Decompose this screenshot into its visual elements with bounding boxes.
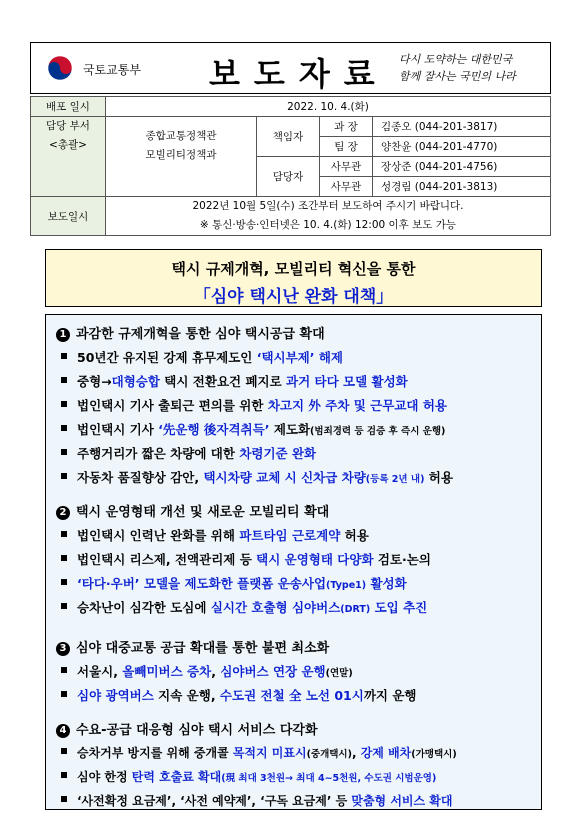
staff-label: 담당자 <box>257 157 320 197</box>
contact-phone: (044-201-3813) <box>414 181 498 193</box>
headline-line-2: 「심야 택시난 완화 대책」 <box>193 287 394 307</box>
list-item <box>61 420 445 438</box>
headline-box <box>45 249 542 307</box>
item-text: 지속 운행, <box>153 688 220 703</box>
item-highlight: 강제 배차 <box>360 746 412 760</box>
bullet-icon <box>61 401 67 407</box>
bullet-icon <box>61 473 67 479</box>
dept-label-line2: <총괄> <box>49 139 87 151</box>
list-item <box>61 686 416 704</box>
item-text: , <box>351 746 361 760</box>
contact-phone: (044-201-4770) <box>414 141 498 153</box>
item-text: 검토·논의 <box>373 552 431 567</box>
dept-label <box>31 117 106 197</box>
item-text: 법인택시 리스제, 전액관리제 등 <box>77 552 257 567</box>
item-text: 중형→ <box>77 374 112 389</box>
bullet-icon <box>61 667 67 673</box>
row-title: 팀 장 <box>320 137 373 157</box>
list-item <box>61 744 457 761</box>
list-item <box>61 550 431 568</box>
section-title <box>56 323 325 342</box>
list-item <box>61 662 353 680</box>
section-number: 2 <box>56 506 70 520</box>
bullet-icon <box>61 353 67 359</box>
list-item <box>61 574 407 592</box>
info-table <box>30 96 551 236</box>
bullet-icon <box>61 555 67 561</box>
item-note: (現 최대 3천원→ 최대 4~5천원, 수도권 시범운영) <box>221 773 437 784</box>
contact-phone: (044-201-3817) <box>414 121 498 133</box>
item-text: ‘사전확정 요금제’, ‘사전 예약제’, ‘구독 요금제’ 등 <box>77 794 352 808</box>
report-label: 보도일시 <box>31 197 106 236</box>
bullet-icon <box>61 449 67 455</box>
item-note: (Type1) <box>326 580 367 591</box>
section-title-text: 수요-공급 대응형 심야 택시 서비스 다각화 <box>76 723 318 738</box>
item-note: (범죄경력 등 검증 후 즉시 운행) <box>310 426 446 437</box>
item-note: (DRT) <box>340 604 371 615</box>
item-highlight: ‘先운행 後자격취득’ <box>158 422 270 437</box>
item-text: 심야 한정 <box>77 770 132 784</box>
bullet-icon <box>61 748 67 754</box>
contact-name: 성경림 <box>381 181 412 193</box>
row-contact <box>373 137 551 157</box>
section-title <box>56 637 329 656</box>
headline-line-1: 택시 규제개혁, 모빌리티 혁신을 통한 <box>171 260 416 278</box>
item-text: 주행거리가 짧은 차량에 대한 <box>77 446 240 461</box>
section-number: 4 <box>56 724 70 738</box>
section-title <box>56 501 329 520</box>
item-text: 승차거부 방지를 위해 중개콜 <box>77 746 233 760</box>
bullet-icon <box>61 377 67 383</box>
item-note: (중개택시) <box>306 749 352 760</box>
row-title: 사무관 <box>320 157 373 177</box>
contact-name: 김종오 <box>381 121 412 133</box>
item-highlight: 차고지 外 주차 및 근무교대 허용 <box>267 398 447 413</box>
bullet-icon <box>61 579 67 585</box>
resp-label: 책임자 <box>257 117 320 157</box>
section-title <box>56 719 318 738</box>
slogan-line-2: 함께 잘사는 국민의 나라 <box>399 70 516 83</box>
list-item <box>61 468 453 486</box>
item-highlight: 심야버스 연장 운행 <box>220 664 326 679</box>
item-highlight: ‘타다·우버’ 모델을 제도화한 <box>77 576 238 591</box>
item-text: 허용 <box>340 528 369 543</box>
section-number: 1 <box>56 328 70 342</box>
item-text: 까지 운행 <box>363 688 417 703</box>
dist-value: 2022. 10. 4.(화) <box>106 97 551 117</box>
item-highlight: 심야 광역버스 <box>77 688 154 703</box>
item-highlight: 활성화 <box>366 576 407 591</box>
bullet-icon <box>61 772 67 778</box>
ministry-name: 국토교통부 <box>83 63 141 77</box>
item-highlight: 대형승합 <box>111 374 160 389</box>
item-text: , <box>211 664 221 679</box>
bullet-icon <box>61 531 67 537</box>
item-text: 서울시, <box>77 664 123 679</box>
dept-names <box>106 117 257 197</box>
item-highlight: 택시차량 교체 시 신차급 차량 <box>203 470 366 485</box>
government-emblem-icon <box>47 55 73 81</box>
item-text: 자동차 품질향상 감안, <box>77 470 204 485</box>
item-note: (등록 2년 내) <box>365 474 425 485</box>
slogan-line-1: 다시 도약하는 대한민국 <box>399 53 513 66</box>
dist-label: 배포 일시 <box>31 97 106 117</box>
press-header <box>30 42 551 94</box>
item-text: 제도화 <box>269 422 311 437</box>
item-highlight: ‘택시부제’ 해제 <box>256 350 344 365</box>
summary-box <box>45 314 542 810</box>
item-highlight: 과거 타다 모델 활성화 <box>286 374 408 389</box>
bullet-icon <box>61 691 67 697</box>
dept-label-line1: 담당 부서 <box>46 120 90 132</box>
list-item <box>61 396 447 414</box>
bullet-icon <box>61 603 67 609</box>
section-number: 3 <box>56 642 70 656</box>
list-item <box>61 372 408 390</box>
item-highlight: 목적지 미표시 <box>232 746 307 760</box>
item-highlight: 도입 추진 <box>370 600 428 615</box>
row-contact <box>373 177 551 197</box>
row-title: 과 장 <box>320 117 373 137</box>
row-contact <box>373 117 551 137</box>
list-item <box>61 348 343 366</box>
item-text: 법인택시 기사 <box>77 422 159 437</box>
item-highlight: 차령기준 완화 <box>239 446 317 461</box>
list-item <box>61 526 369 544</box>
report-line-1: 2022년 10월 5일(수) 조간부터 보도하여 주시기 바랍니다. <box>192 200 464 212</box>
contact-name: 장상준 <box>381 161 412 173</box>
section-title-text: 택시 운영형태 개선 및 새로운 모빌리티 확대 <box>76 505 330 520</box>
item-text: 50년간 유지된 강제 휴무제도인 <box>77 350 257 365</box>
item-highlight: 택시 운영형태 다양화 <box>256 552 374 567</box>
bullet-icon <box>61 425 67 431</box>
contact-name: 양찬윤 <box>381 141 412 153</box>
item-highlight: 파트타임 근로계약 <box>239 528 341 543</box>
report-value <box>106 197 551 236</box>
item-note: (연말) <box>325 668 353 679</box>
item-highlight: 탄력 호출료 확대 <box>131 770 222 784</box>
item-highlight: 올빼미버스 증차 <box>122 664 212 679</box>
press-release-title: 보도자료 <box>209 55 389 93</box>
dept-name-1: 종합교통정책관 <box>145 130 217 142</box>
list-item <box>61 792 452 809</box>
row-contact <box>373 157 551 177</box>
item-highlight: 맞춤형 서비스 확대 <box>351 794 453 808</box>
item-highlight: 플랫폼 운송사업 <box>237 576 327 591</box>
report-line-2: ※ 통신·방송·인터넷은 10. 4.(화) 12:00 이후 보도 가능 <box>199 219 457 231</box>
item-highlight: 실시간 호출형 심야버스 <box>210 600 341 615</box>
item-note: (가맹택시) <box>411 749 457 760</box>
slogan <box>399 51 549 85</box>
dept-name-2: 모빌리티정책과 <box>145 149 217 161</box>
list-item <box>61 444 316 462</box>
list-item <box>61 768 436 785</box>
list-item <box>61 598 427 616</box>
section-title-text: 심야 대중교통 공급 확대를 통한 불편 최소화 <box>76 641 330 656</box>
row-title: 사무관 <box>320 177 373 197</box>
item-text: 택시 전환요건 폐지로 <box>159 374 287 389</box>
item-text: 허용 <box>424 470 453 485</box>
section-title-text: 과감한 규제개혁을 통한 심야 택시공급 확대 <box>76 327 325 342</box>
item-highlight: 수도권 전철 全 노선 01시 <box>219 688 364 703</box>
item-text: 승차난이 심각한 도심에 <box>77 600 211 615</box>
bullet-icon <box>61 796 67 802</box>
item-text: 법인택시 기사 출퇴근 편의를 위한 <box>77 398 268 413</box>
contact-phone: (044-201-4756) <box>414 161 498 173</box>
item-text: 법인택시 인력난 완화를 위해 <box>77 528 240 543</box>
